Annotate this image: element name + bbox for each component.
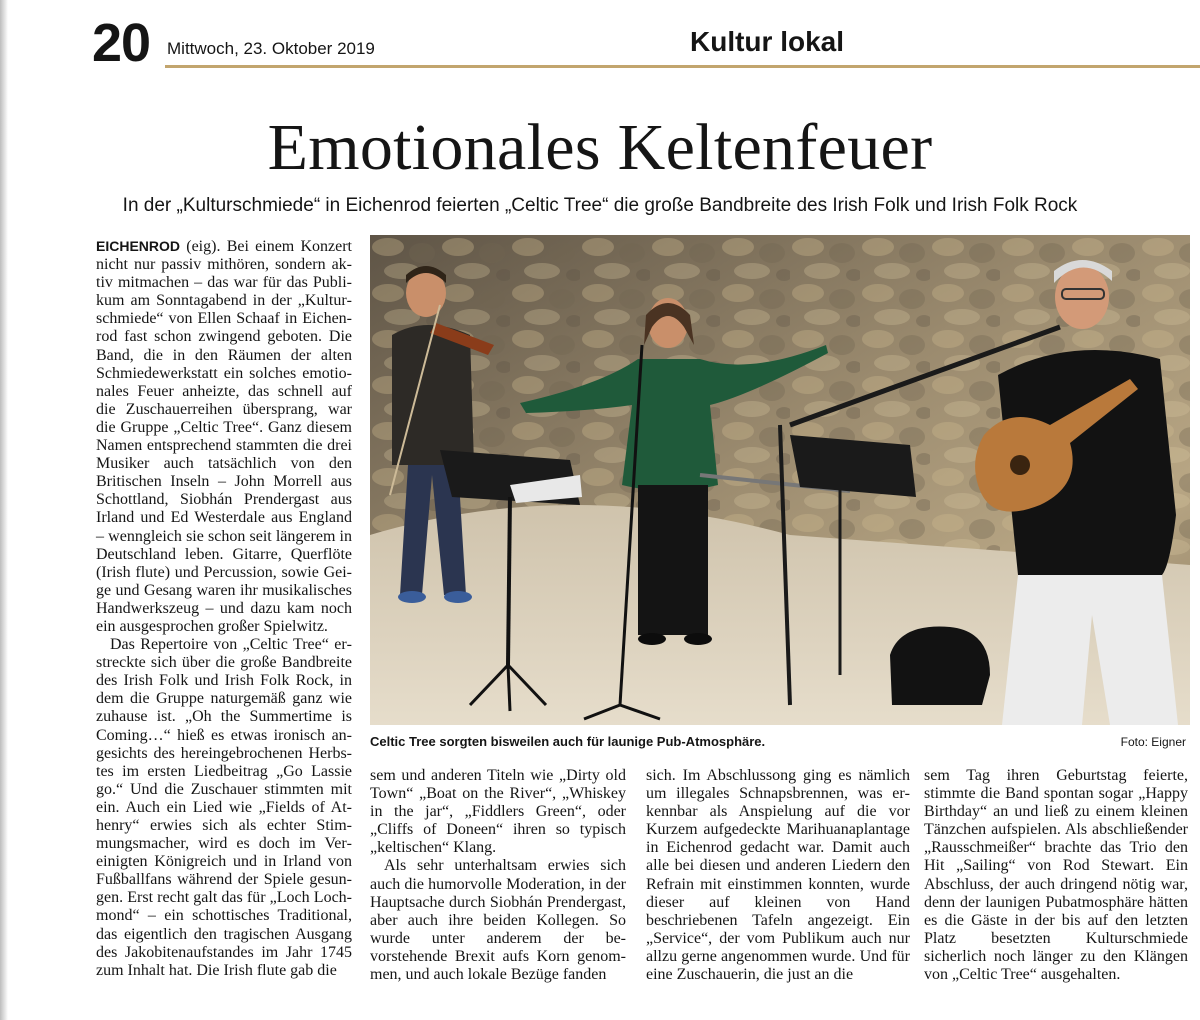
band-photo-illustration: [370, 235, 1190, 725]
section-title: Kultur lokal: [690, 26, 845, 57]
paragraph: sich. Im Abschlussong ging es nämlich um illegales Schnapsbrennen, was erkennbar als Anspielung auf die vor Kurzem aufgedeckte Marihuanaplantage in Eichenrod gedacht war. Damit auch alle bei diesen und anderen Liedern den Refrain mit einstimmen konnten, wurde dieser auf kleinen von Hand beschriebenen Tafeln angezeigt. Ein „Service“, der vom Publikum auch nur allzu gerne angenommen wurde. Und für eine Zuschauerin, die just an die: [646, 767, 910, 984]
paragraph-text: (eig). Bei einem Konzert nicht nur passiv mithören, sondern aktiv mitmachen – das war für das Publikum am Sonntagabend in der „Kulturschmiede“ von Ellen Schaaf in Eichenrod fast schon zwingend geboten. Die Band, die in den Räumen der alten Schmiedewerkstatt ein solches emotionales Feuer anheizte, das schnell auf die Zuschauerreihen übersprang, war die Gruppe „Celtic Tree“. Ganz diesem Namen entsprechend stammten die drei Musiker auch tatsächlich von den Britischen Inseln – John Morrell aus Schottland, Siobhán Prendergast aus Irland und Ed Westerdale aus England – wenngleich sie schon seit längerem in Deutschland leben. Gitarre, Querflöte (Irish flute) und Percussion, sowie Geige und Gesang waren ihr musikalisches Handwerkszeug – und dazu kam noch ein ausgesprochen großer Spielwitz.: [96, 238, 352, 635]
photo-caption: Celtic Tree sorgten bisweilen auch für launige Pub-Atmosphäre.: [370, 734, 766, 749]
page-number: 20: [92, 13, 151, 73]
paragraph: [96, 237, 352, 636]
paragraph: Das Repertoire von „Celtic Tree“ erstreckte sich über die große Bandbreite des Irish Folk und Irish Folk Rock, in dem die Gruppe naturgemäß ganz wie zuhause ist. „Oh the Summertime is Coming…“ hieß es etwas ironisch angesichts des hereingebrochenen Herbstes im ersten Liedbeitrag „Go Lassie go.“ Und die Zuschauer stimmten mit ein. Auch ein Lied wie „Fields of Athenry“ erwies sich als echter Stimmungsmacher, wird es doch im Vereinigten Königreich und in Irland von Fußballfans während der Spiele gesungen. Erst recht galt das für „Loch Lochmond“ – ein schottisches Traditional, das eigentlich den tragischen Ausgang des Jakobitenaufstandes im Jahr 1745 zum Inhalt hat. Die Irish flute gab die: [96, 636, 352, 979]
article-headline: Emotionales Keltenfeuer: [267, 111, 933, 184]
paragraph: sem Tag ihren Geburtstag feierte, stimmte die Band spontan sogar „Happy Birthday“ an und ließ zu einem kleinen Tänzchen aufspielen. Als abschließender „Rausschmeißer“ brachte das Trio den Hit „Sailing“ von Rod Stewart. Ein Abschluss, der auch dringend nötig war, denn der launigen Pubatmosphäre hätten es die Gäste in der bis auf den letzten Platz besetzten Kulturschmiede sicherlich noch länger zu den Klängen von „Celtic Tree“ ausgehalten.: [924, 767, 1188, 984]
header-rule: [165, 65, 1200, 68]
article-photo: [370, 235, 1190, 725]
article-column-1: [96, 237, 352, 980]
issue-date: Mittwoch, 23. Oktober 2019: [167, 39, 375, 58]
article-column-3: [646, 767, 910, 984]
paragraph: sem und anderen Titeln wie „Dirty old Town“ „Boat on the River“, „Whiskey in the jar“, „Fiddlers Green“, oder „Cliffs of Doneen“ ihren so typisch „keltischen“ Klang.: [370, 767, 626, 857]
article-column-4: [924, 767, 1188, 984]
article-column-2: [370, 767, 626, 984]
article-subheadline: In der „Kulturschmiede“ in Eichenrod feierten „Celtic Tree“ die große Bandbreite des Irish Folk und Irish Folk Rock: [122, 195, 1078, 216]
paragraph: Als sehr unterhaltsam erwies sich auch die humorvolle Moderation, in der Hauptsache durch Siobhán Prendergast, aber auch ihre beiden Kollegen. So wurde unter anderem der bevorstehende Brexit aufs Korn genommen, und auch lokale Bezüge fanden: [370, 857, 626, 984]
dateline: EICHENROD: [96, 238, 181, 254]
photo-credit: Foto: Eigner: [1120, 735, 1186, 749]
bag-on-floor: [890, 627, 990, 705]
